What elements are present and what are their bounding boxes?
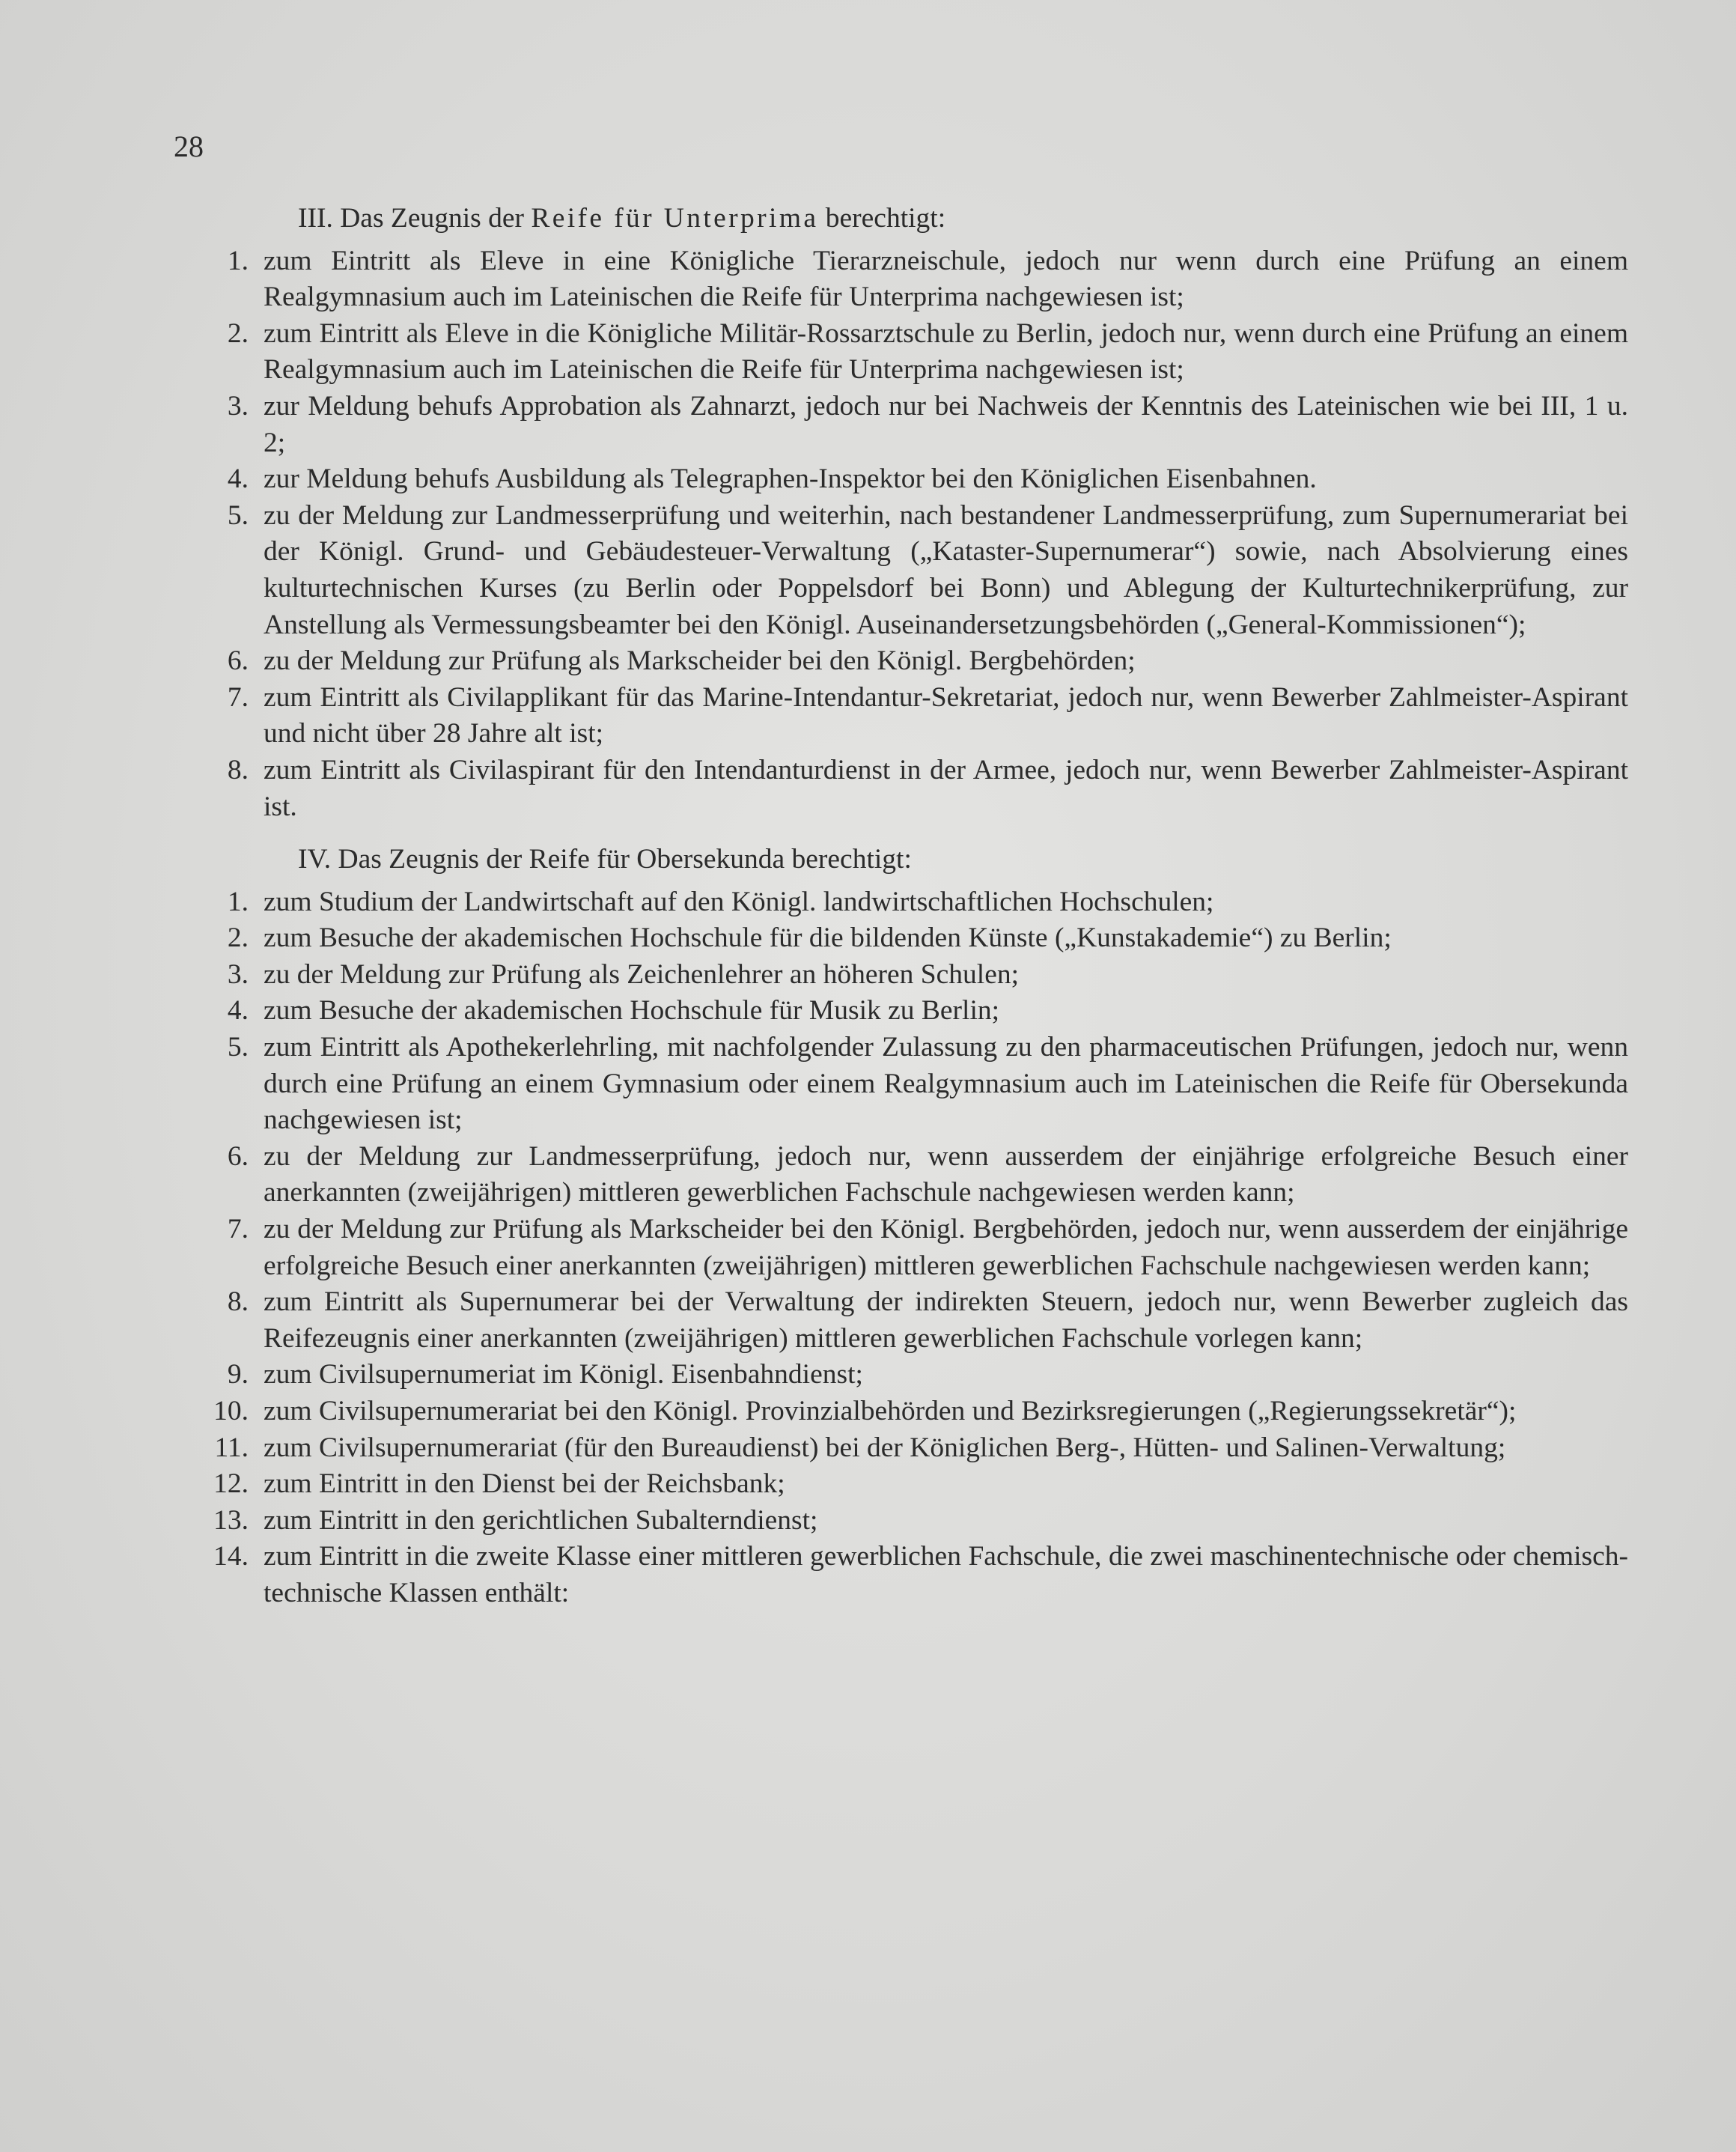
- list-item: [202, 957, 1628, 994]
- item-number: 7.: [227, 681, 249, 713]
- item-text: zum Civilsupernumerariat (für den Bureaudienst) bei der Königlichen Berg-, Hütten- und Salinen-Verwaltung;: [264, 1432, 1506, 1463]
- item-number: 4.: [227, 463, 249, 495]
- item-text: zum Eintritt als Apothekerlehrling, mit nachfolgender Zulassung zu den pharmaceutischen Prüfungen, jedoch nur, wenn durch eine Prüfung an einem Gymnasium oder einem Realgymnasium auch im Lateinischen die Reife für Obersekunda nachgewiesen ist;: [264, 1032, 1628, 1136]
- item-number: 7.: [227, 1214, 249, 1245]
- item-number: 12.: [213, 1468, 249, 1500]
- item-text: zum Eintritt in den gerichtlichen Subalterndienst;: [264, 1504, 818, 1536]
- item-number: 11.: [214, 1432, 249, 1463]
- entitlement-list-iii: [202, 243, 1628, 826]
- list-item: [202, 461, 1628, 498]
- item-text: zum Eintritt als Civilaspirant für den Intendanturdienst in der Armee, jedoch nur, wenn Bewerber Zahlmeister-Aspirant ist.: [264, 754, 1628, 822]
- page-content: [202, 201, 1628, 1612]
- list-item: [202, 1430, 1628, 1467]
- list-item: [202, 1539, 1628, 1611]
- item-text: zum Eintritt in die zweite Klasse einer mittleren gewerblichen Fachschule, die zwei maschinentechnische oder chemisch-technische Klassen enthält:: [264, 1541, 1628, 1608]
- item-number: 14.: [213, 1541, 249, 1572]
- section-iv: [202, 842, 1628, 1611]
- entitlement-list-iv: [202, 884, 1628, 1612]
- list-item: [202, 884, 1628, 921]
- page-number: 28: [174, 130, 204, 163]
- item-number: 5.: [227, 499, 249, 531]
- list-item: [202, 1139, 1628, 1212]
- list-item: [202, 920, 1628, 957]
- list-item: [202, 389, 1628, 461]
- item-number: 10.: [213, 1396, 249, 1426]
- item-number: 8.: [227, 1286, 249, 1318]
- item-text: zu der Meldung zur Prüfung als Markscheider bei den Königl. Bergbehörden, jedoch nur, wenn ausserdem der einjährige erfolgreiche Besuch einer anerkannten (zweijährigen) mittleren gewerblichen Fachschule nachgewiesen werden kann;: [264, 1214, 1628, 1281]
- item-text: zum Eintritt als Supernumerar bei der Verwaltung der indirekten Steuern, jedoch nur, wenn Bewerber zugleich das Reifezeugnis einer anerkannten (zweijährigen) mittleren gewerblichen Fachschule vorlegen kann;: [264, 1286, 1628, 1354]
- list-item: [202, 680, 1628, 753]
- section-iii: [202, 201, 1628, 825]
- item-text: zum Eintritt in den Dienst bei der Reichsbank;: [264, 1468, 785, 1500]
- item-number: 5.: [227, 1032, 249, 1063]
- list-item: [202, 1030, 1628, 1139]
- item-text: zu der Meldung zur Landmesserprüfung und weiterhin, nach bestandener Landmesserprüfung, zum Supernumerariat bei der Königl. Grund- und Gebäudesteuer-Verwaltung („Kataster-Supernumerar“) sowie, nach Absolvierung eines kulturtechnischen Kurses (zu Berlin oder Poppelsdorf bei Bonn) und Ablegung der Kulturtechnikerprüfung, zur Anstellung als Vermessungsbeamter bei den Königl. Auseinandersetzungsbehörden („General-Kommissionen“);: [264, 499, 1628, 640]
- section-heading-emphasis: Reife für Unterprima: [531, 203, 819, 234]
- item-number: 9.: [227, 1359, 249, 1390]
- item-text: zu der Meldung zur Prüfung als Markscheider bei den Königl. Bergbehörden;: [264, 645, 1136, 677]
- section-heading-prefix: IV. Das Zeugnis der: [298, 844, 523, 875]
- item-number: 3.: [227, 958, 249, 990]
- item-number: 2.: [227, 317, 249, 349]
- item-number: 1.: [227, 886, 249, 917]
- item-number: 2.: [227, 922, 249, 954]
- item-text: zu der Meldung zur Landmesserprüfung, jedoch nur, wenn ausserdem der einjährige erfolgreiche Besuch einer anerkannten (zweijährigen) mittleren gewerblichen Fachschule nachgewiesen werden kann;: [264, 1140, 1628, 1209]
- item-text: zum Eintritt als Eleve in eine Königliche Tierarzneischule, jedoch nur wenn durch eine Prüfung an einem Realgymnasium auch im Lateinischen die Reife für Unterprima nachgewiesen ist;: [264, 245, 1628, 313]
- item-number: 6.: [227, 1140, 249, 1172]
- list-item: [202, 753, 1628, 825]
- section-heading-suffix: Reife für Obersekunda berechtigt:: [529, 844, 912, 875]
- item-text: zum Civilsupernumeriat im Königl. Eisenbahndienst;: [264, 1359, 863, 1390]
- list-item: [202, 243, 1628, 316]
- list-item: [202, 498, 1628, 643]
- section-heading-suffix: berechtigt:: [825, 203, 946, 234]
- item-text: zum Besuche der akademischen Hochschule für die bildenden Künste („Kunstakademie“) zu Berlin;: [264, 922, 1392, 954]
- item-number: 13.: [213, 1504, 249, 1536]
- list-item: [202, 316, 1628, 389]
- item-number: 6.: [227, 645, 249, 677]
- item-number: 3.: [227, 390, 249, 422]
- list-item: [202, 993, 1628, 1030]
- section-heading-iv: [298, 842, 1628, 878]
- item-text: zum Besuche der akademischen Hochschule für Musik zu Berlin;: [264, 995, 1000, 1027]
- item-number: 1.: [227, 245, 249, 276]
- item-text: zu der Meldung zur Prüfung als Zeichenlehrer an höheren Schulen;: [264, 958, 1020, 990]
- item-text: zum Studium der Landwirtschaft auf den Königl. landwirtschaftlichen Hochschulen;: [264, 886, 1214, 917]
- list-item: [202, 1284, 1628, 1357]
- item-text: zum Civilsupernumerariat bei den Königl. Provinzialbehörden und Bezirksregierungen („Regierungssekretär“);: [264, 1396, 1517, 1426]
- item-text: zur Meldung behufs Approbation als Zahnarzt, jedoch nur bei Nachweis der Kenntnis des Lateinischen wie bei III, 1 u. 2;: [264, 390, 1628, 458]
- list-item: [202, 1393, 1628, 1430]
- item-number: 4.: [227, 995, 249, 1027]
- list-item: [202, 1212, 1628, 1284]
- list-item: [202, 1466, 1628, 1503]
- list-item: [202, 1503, 1628, 1539]
- section-heading-iii: [298, 201, 1628, 237]
- item-text: zum Eintritt als Eleve in die Königliche Militär-Rossarztschule zu Berlin, jedoch nur, wenn durch eine Prüfung an einem Realgymnasium auch im Lateinischen die Reife für Unterprima nachgewiesen ist;: [264, 317, 1628, 386]
- list-item: [202, 643, 1628, 680]
- item-number: 8.: [227, 754, 249, 785]
- section-heading-prefix: III. Das Zeugnis der: [298, 203, 524, 234]
- item-text: zum Eintritt als Civilapplikant für das Marine-Intendantur-Sekretariat, jedoch nur, wenn Bewerber Zahlmeister-Aspirant und nicht über 28 Jahre alt ist;: [264, 681, 1628, 750]
- list-item: [202, 1357, 1628, 1393]
- item-text: zur Meldung behufs Ausbildung als Telegraphen-Inspektor bei den Königlichen Eisenbahnen.: [264, 463, 1317, 495]
